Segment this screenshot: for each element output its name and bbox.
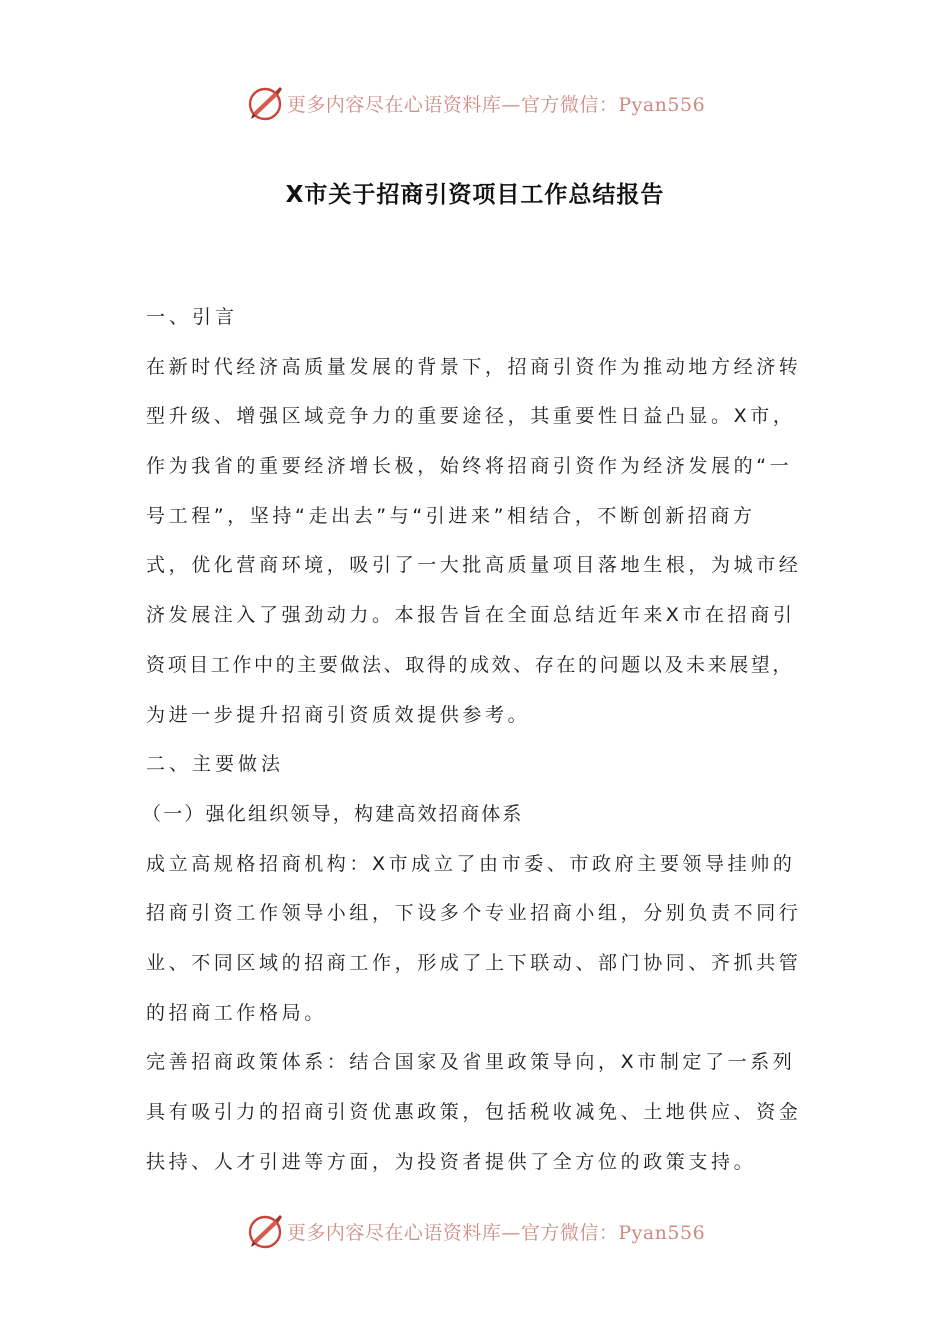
pen-logo-icon (245, 1211, 285, 1251)
pen-logo-icon (245, 83, 285, 123)
paragraph-line: 具有吸引力的招商引资优惠政策，包括税收减免、土地供应、资金 (146, 1101, 802, 1123)
section-heading: 二、主要做法 (146, 753, 285, 776)
paragraph-line: 成立高规格招商机构：X市成立了由市委、市政府主要领导挂帅的 (146, 852, 796, 875)
document-body (142, 293, 814, 1187)
paragraph-line: 济发展注入了强劲动力。本报告旨在全面总结近年来X市在招商引 (146, 604, 796, 627)
paragraph-line: 为进一步提升招商引资质效提供参考。 (146, 703, 531, 726)
paragraph-line: 在新时代经济高质量发展的背景下，招商引资作为推动地方经济转 (146, 355, 802, 378)
watermark-footer (0, 1209, 950, 1253)
subsection-heading: （一）强化组织领导，构建高效招商体系 (142, 802, 524, 825)
watermark-text: 更多内容尽在心语资料库—官方微信：Pyan556 (286, 1221, 706, 1244)
paragraph-line: 业、不同区域的招商工作，形成了上下联动、部门协同、齐抓共管 (146, 951, 802, 974)
paragraph-line: 完善招商政策体系：结合国家及省里政策导向，X市制定了一系列 (146, 1051, 796, 1074)
paragraph-line: 作为我省的重要经济增长极，始终将招商引资作为经济发展的“一 (146, 455, 793, 478)
paragraph-line: 的招商工作格局。 (146, 1001, 327, 1024)
watermark-text: 更多内容尽在心语资料库—官方微信：Pyan556 (286, 93, 706, 116)
paragraph-line: 型升级、增强区域竞争力的重要途径，其重要性日益凸显。X市， (146, 405, 796, 428)
paragraph-line: 式，优化营商环境，吸引了一大批高质量项目落地生根，为城市经 (146, 554, 802, 577)
paragraph-line: 扶持、人才引进等方面，为投资者提供了全方位的政策支持。 (146, 1150, 757, 1173)
paragraph-line: 招商引资工作领导小组，下设多个专业招商小组，分别负责不同行 (146, 902, 802, 925)
section-heading: 一、引言 (146, 306, 239, 328)
paragraph-line: 号工程”，坚持“走出去”与“引进来”相结合，不断创新招商方 (146, 504, 756, 527)
watermark-header (0, 81, 950, 125)
document-title: X市关于招商引资项目工作总结报告 (285, 182, 665, 208)
paragraph-line: 资项目工作中的主要做法、取得的成效、存在的问题以及未来展望， (146, 653, 795, 676)
